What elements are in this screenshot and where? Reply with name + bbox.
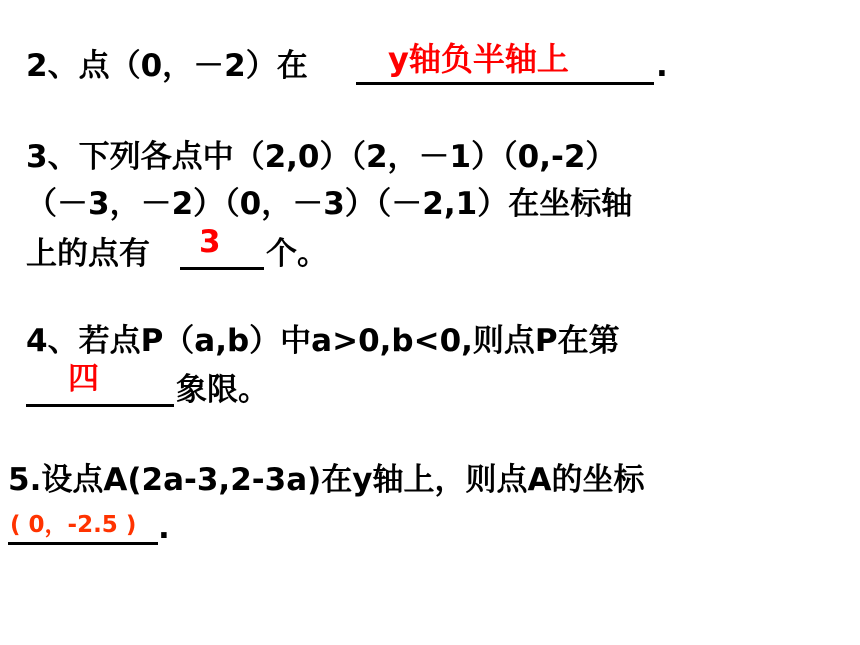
q4-line2-after: 象限。: [176, 372, 269, 408]
q5-blank: [8, 542, 158, 545]
q2-answer: y轴负半轴上: [388, 40, 569, 78]
q2-text: 2、点（0，－2）在: [26, 48, 308, 84]
q4-answer: 四: [68, 361, 99, 397]
q3-line3-after: 个。: [266, 236, 328, 272]
q4-line1: 4、若点P（a,b）中a>0,b<0,则点P在第: [26, 323, 620, 359]
q4-blank: [26, 404, 174, 407]
q5-answer: ( 0，-2.5 ): [10, 512, 137, 538]
q5-end: .: [158, 510, 170, 546]
q2-end: .: [656, 48, 668, 84]
q3-line3-before: 上的点有: [26, 236, 150, 272]
q3-line1: 3、下列各点中（2,0）（2，－1）（0,-2）: [26, 139, 617, 175]
q3-blank: [180, 267, 264, 270]
q2-blank: [356, 82, 654, 85]
q3-line2: （－3，－2）（0，－3）（－2,1）在坐标轴: [26, 186, 633, 222]
q5-line1: 5.设点A(2a-3,2-3a)在y轴上，则点A的坐标: [8, 462, 645, 498]
q3-answer: 3: [199, 224, 221, 260]
